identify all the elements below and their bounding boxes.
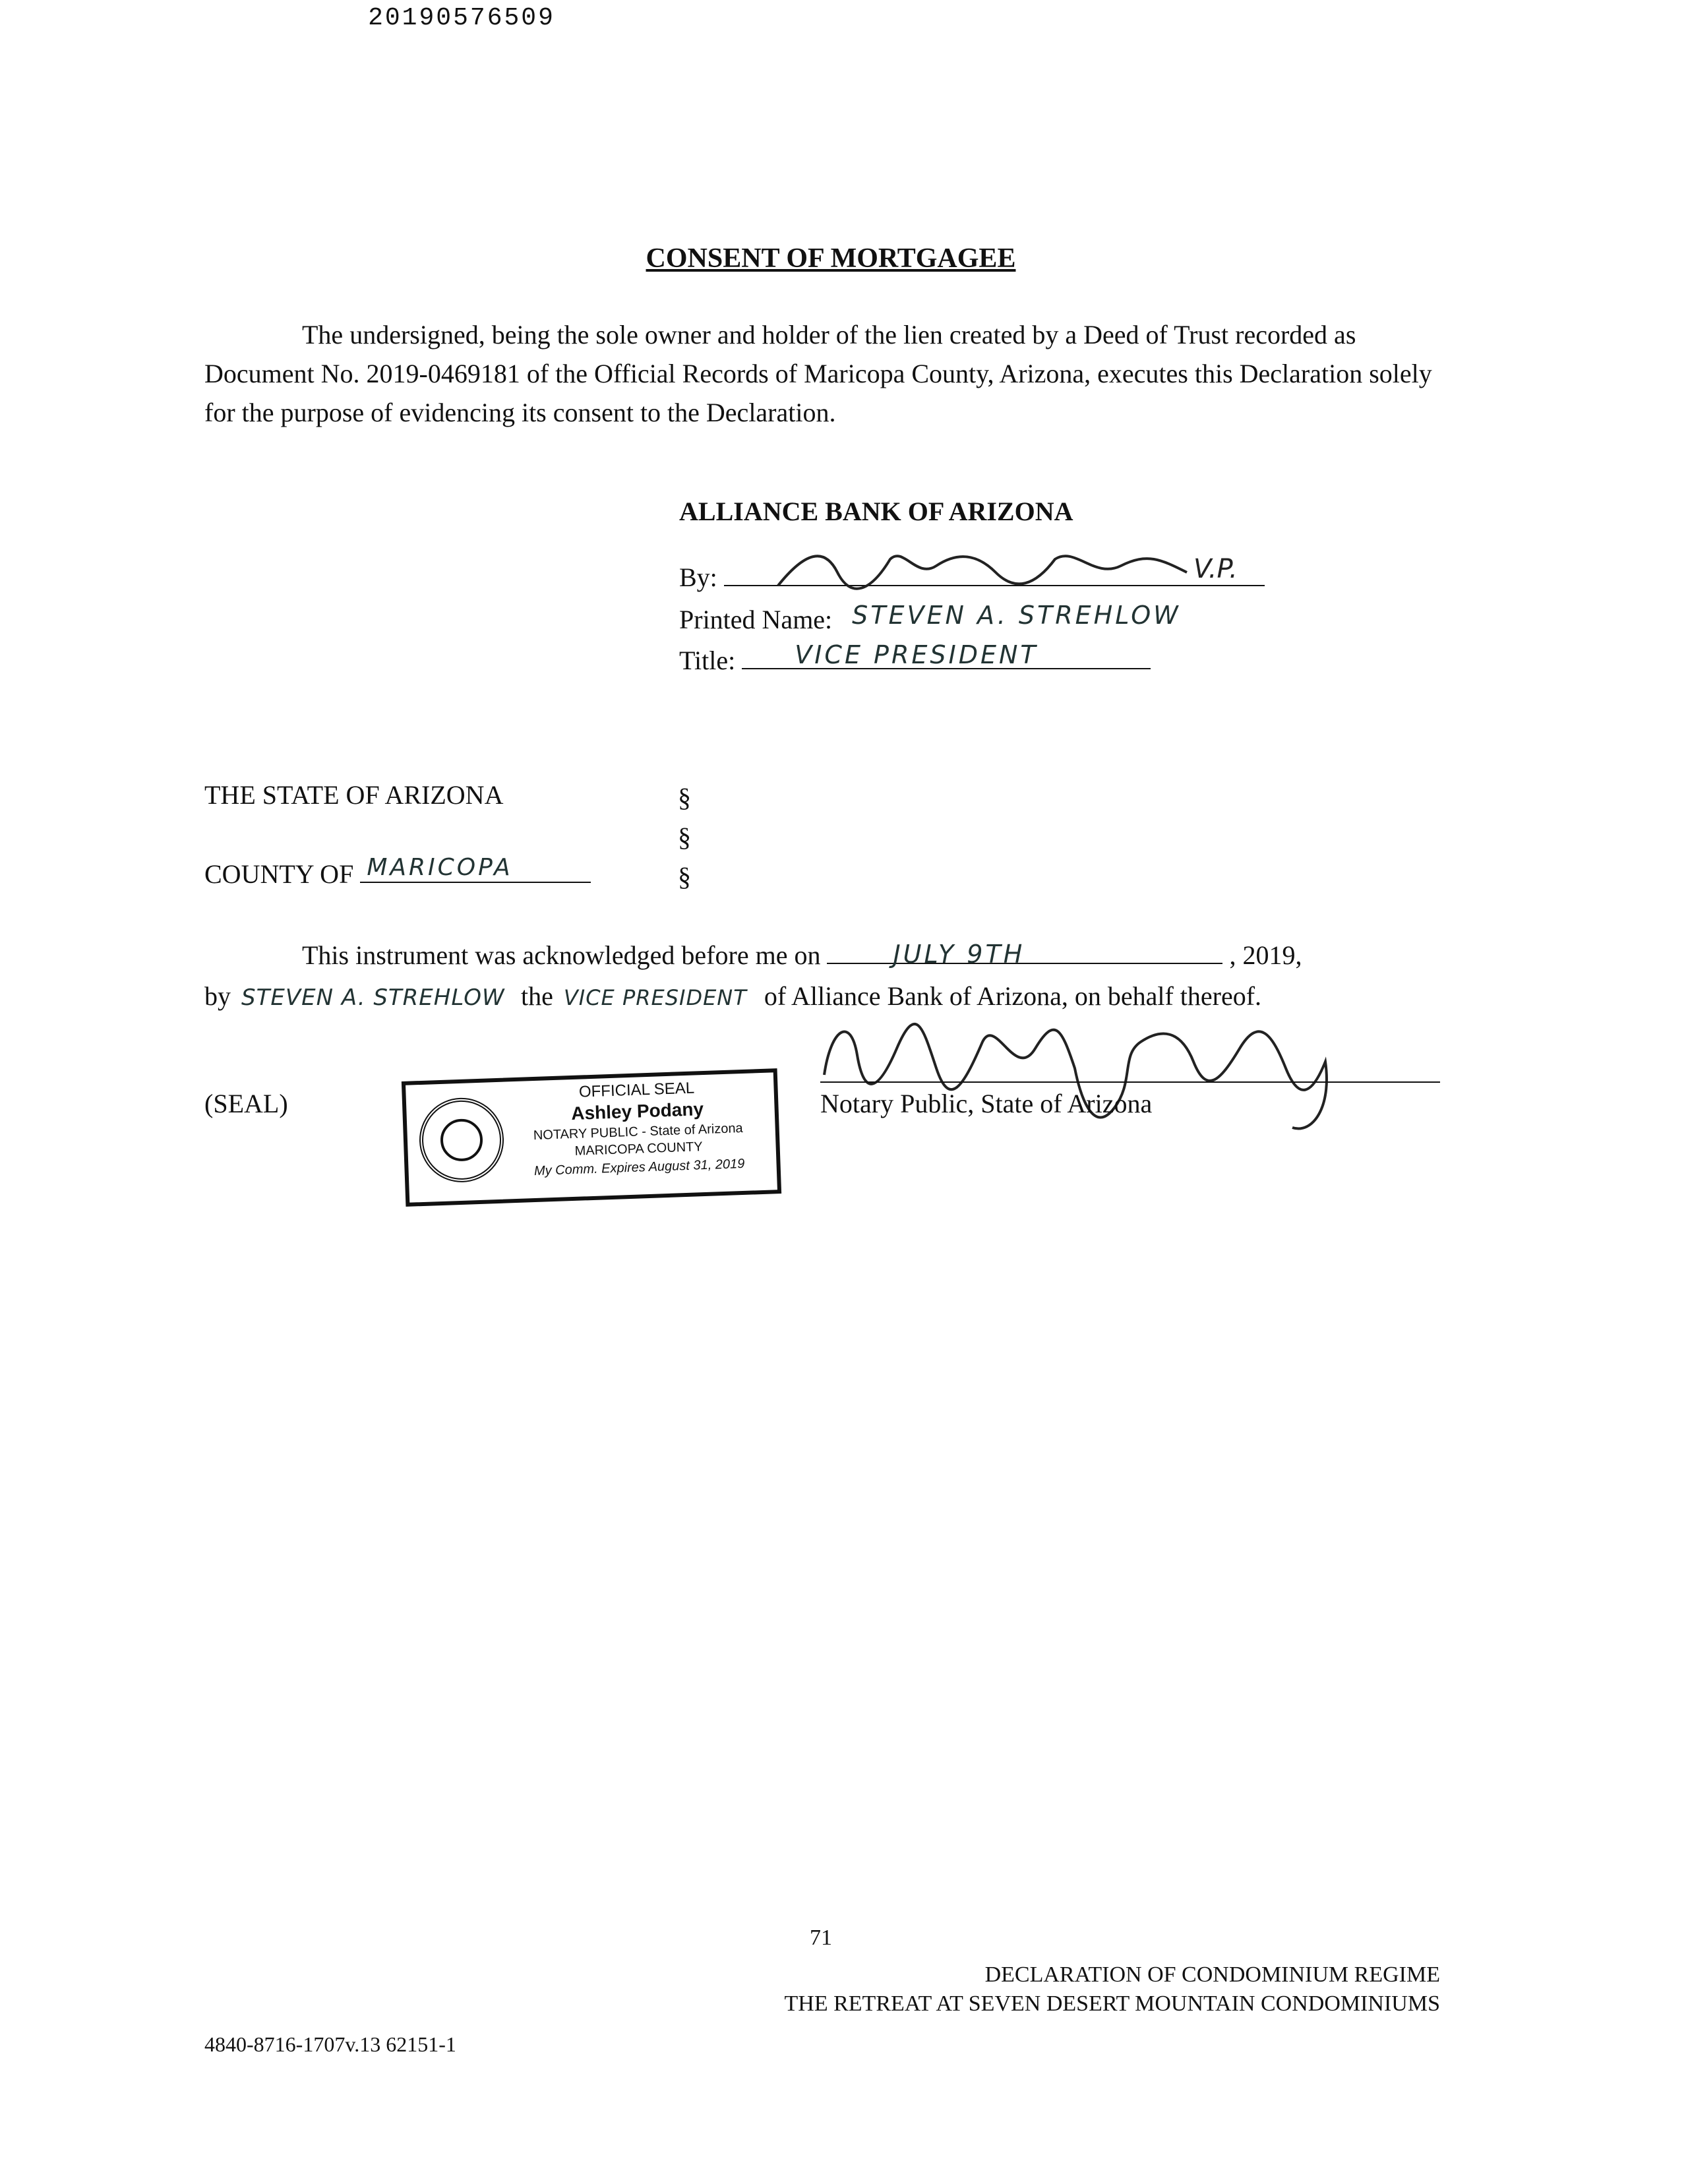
section-symbol-2: § [678, 822, 691, 852]
stamp-line-5: My Comm. Expires August 31, 2019 [533, 1156, 745, 1179]
stamp-line-2: Ashley Podany [570, 1099, 704, 1124]
county-value: MARICOPA [367, 854, 513, 881]
stamp-line-4: MARICOPA COUNTY [574, 1139, 704, 1159]
ack-date-line [827, 940, 1222, 969]
notary-stamp [402, 1068, 781, 1207]
state-seal-emblem [418, 1097, 505, 1184]
printed-name-row [679, 601, 1248, 635]
county-label: COUNTY OF [204, 859, 354, 889]
ack-name-value: STEVEN A. STREHLOW [241, 985, 505, 1011]
section-symbol-3: § [678, 862, 691, 892]
printed-name-label: Printed Name: [679, 605, 833, 634]
title-line [742, 640, 1151, 669]
county-line [360, 854, 591, 883]
ack-year: , 2019, [1229, 940, 1302, 970]
document-id: 4840-8716-1707v.13 62151-1 [204, 2032, 456, 2056]
title-row [679, 640, 1151, 676]
by-label: By: [679, 562, 717, 592]
ack-by-label: by [204, 981, 231, 1011]
notary-signature-line [820, 1081, 1440, 1083]
ack-the-label: the [521, 981, 553, 1011]
bank-name: ALLIANCE BANK OF ARIZONA [679, 497, 1073, 526]
ack-date-value: JULY 9TH [893, 940, 1025, 969]
title-value: VICE PRESIDENT [795, 640, 1039, 669]
state-line: THE STATE OF ARIZONA [204, 780, 504, 810]
recording-number: 20190576509 [368, 4, 555, 32]
svg-text:V.P.: V.P. [1193, 554, 1238, 584]
footer-line-2: THE RETREAT AT SEVEN DESERT MOUNTAIN CONDOMINIUMS [784, 1991, 1440, 2016]
consent-paragraph-text: The undersigned, being the sole owner and holder of the lien created by a Deed of Trust recorded as Document No. 2019-0469181 of the Official Records of Maricopa County, Arizona, executes this Declaration solely for the purpose of evidencing its consent to the Declaration. [204, 320, 1432, 427]
section-symbol-1: § [678, 783, 691, 812]
notary-label: Notary Public, State of Arizona [820, 1089, 1153, 1118]
ack-suffix: of Alliance Bank of Arizona, on behalf thereof. [764, 981, 1262, 1011]
seal-label: (SEAL) [204, 1089, 288, 1118]
county-row [204, 854, 591, 890]
stamp-line-3: NOTARY PUBLIC - State of Arizona [533, 1120, 743, 1143]
printed-name-line [839, 601, 1248, 630]
ack-prefix: This instrument was acknowledged before me on [302, 940, 821, 970]
ack-name-line [237, 983, 521, 1011]
title-label: Title: [679, 646, 736, 675]
page-number: 71 [810, 1926, 832, 1950]
ack-role-line [560, 983, 758, 1010]
stamp-line-1: OFFICIAL SEAL [578, 1079, 695, 1101]
ack-role-value: VICE PRESIDENT [563, 985, 747, 1010]
consent-paragraph [204, 315, 1451, 432]
acknowledgment-line-1 [204, 935, 1457, 976]
notary-signature [811, 1002, 1372, 1141]
bank-officer-signature [765, 539, 1266, 599]
footer-line-1: DECLARATION OF CONDOMINIUM REGIME [984, 1962, 1440, 1987]
printed-name-value: STEVEN A. STREHLOW [852, 601, 1181, 630]
document-title: CONSENT OF MORTGAGEE [646, 243, 1016, 274]
